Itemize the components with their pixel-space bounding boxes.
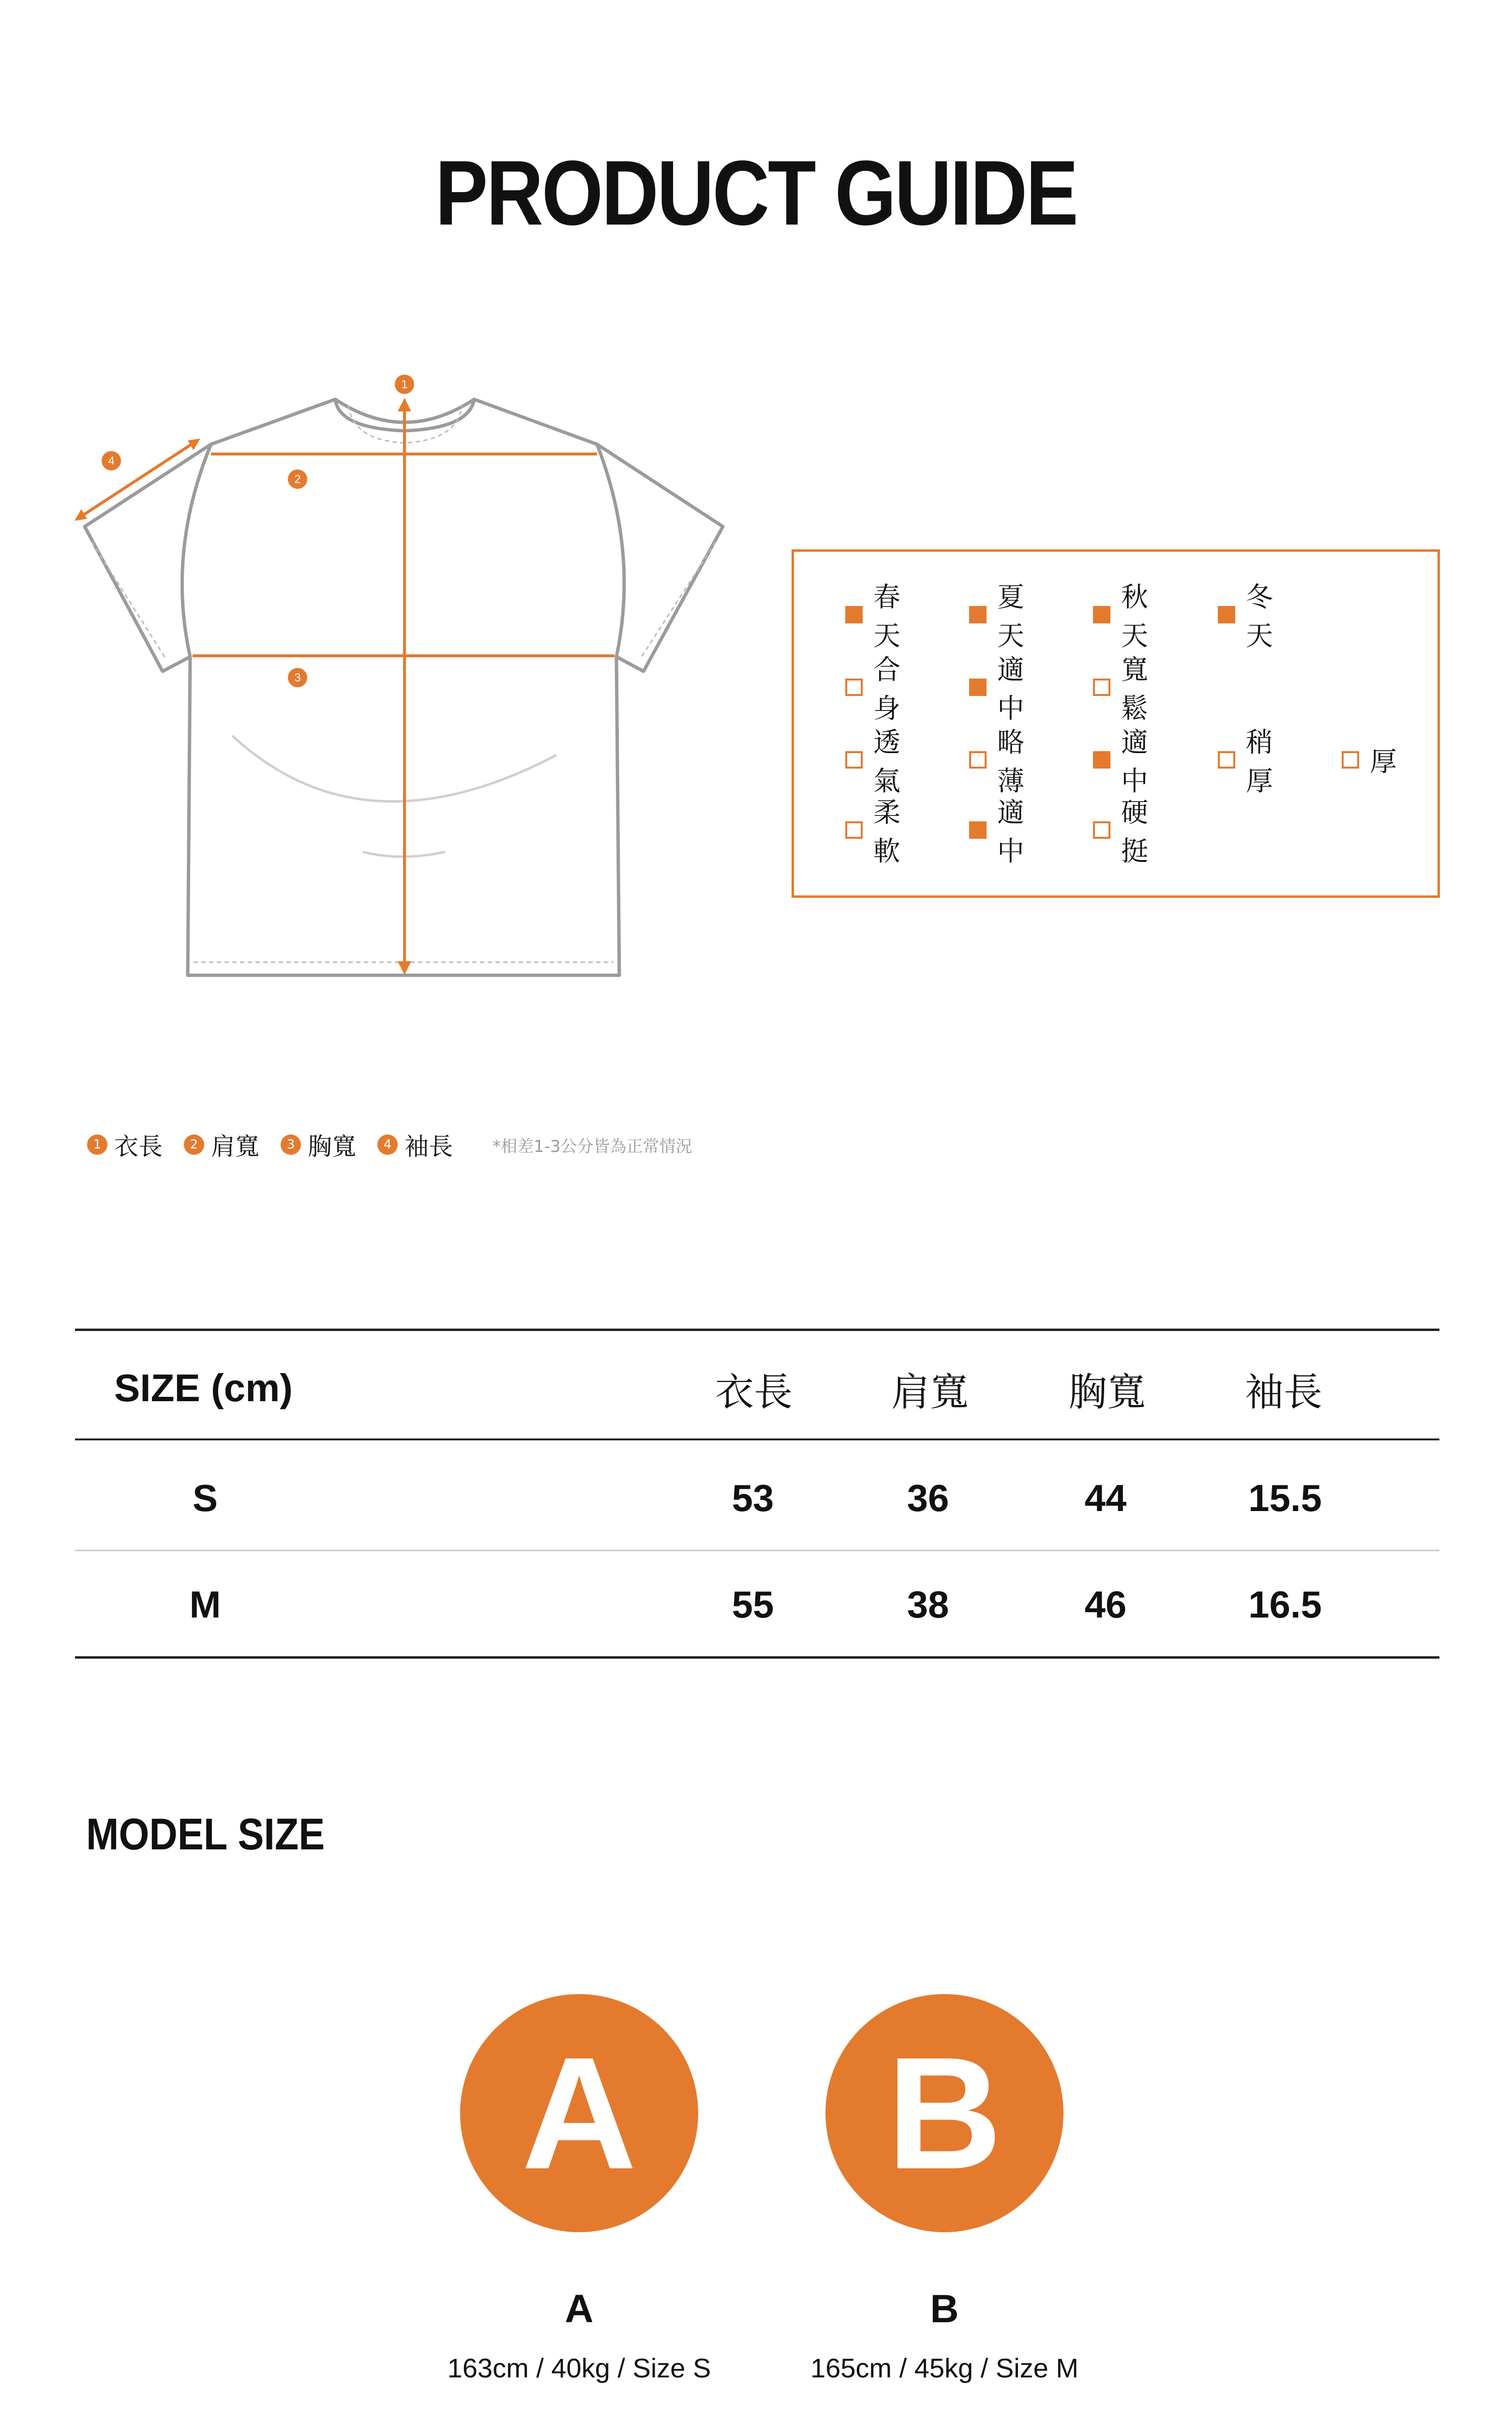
checkbox-icon bbox=[969, 821, 987, 839]
marker-3-label: 3 bbox=[294, 671, 301, 684]
thickness-option: 略薄 bbox=[969, 741, 1024, 779]
size-label: M bbox=[189, 1583, 221, 1626]
checkbox-icon bbox=[1342, 751, 1359, 769]
checkbox-icon bbox=[969, 606, 987, 623]
model-a-measurements: 163cm / 40kg / Size S bbox=[447, 2353, 711, 2383]
table-rule bbox=[75, 1550, 1439, 1551]
season-option: 冬天 bbox=[1218, 595, 1273, 634]
checkbox-icon bbox=[845, 751, 863, 769]
table-rule bbox=[75, 1438, 1439, 1440]
fit-option: 寬鬆 bbox=[1093, 668, 1148, 707]
table-cell: 38 bbox=[907, 1583, 949, 1626]
checkbox-icon bbox=[969, 751, 987, 769]
thickness-option: 適中 bbox=[1093, 741, 1148, 779]
size-label: S bbox=[192, 1477, 218, 1519]
length-arrow-top bbox=[398, 398, 411, 411]
checkbox-icon bbox=[1093, 821, 1110, 839]
model-a-label: A bbox=[565, 2287, 594, 2331]
checkbox-icon bbox=[1093, 679, 1110, 696]
checkbox-icon bbox=[969, 679, 987, 696]
season-option: 夏天 bbox=[969, 595, 1024, 634]
softness-option: 適中 bbox=[969, 811, 1024, 849]
fabric-attributes-box bbox=[792, 549, 1440, 898]
season-option: 春天 bbox=[845, 595, 900, 634]
tolerance-note: *相差1-3公分皆為正常情況 bbox=[493, 1136, 692, 1156]
number-badge: 1 bbox=[87, 1134, 107, 1155]
thickness-option: 稍厚 bbox=[1218, 741, 1273, 779]
table-cell: 55 bbox=[732, 1583, 774, 1626]
drape-line bbox=[232, 736, 556, 802]
checkbox-icon bbox=[845, 606, 863, 623]
size-table-title: SIZE (cm) bbox=[114, 1366, 293, 1409]
checkbox-icon bbox=[1093, 606, 1110, 623]
softness-option: 硬挺 bbox=[1093, 811, 1148, 849]
measurement-legend bbox=[87, 1128, 692, 1162]
softness-option: 柔軟 bbox=[845, 811, 900, 849]
table-cell: 44 bbox=[1084, 1477, 1127, 1519]
column-header: 胸寬 bbox=[1068, 1370, 1146, 1415]
page-title: PRODUCT GUIDE bbox=[435, 142, 1077, 244]
model-b-measurements: 165cm / 45kg / Size M bbox=[810, 2353, 1078, 2383]
length-arrow-bottom bbox=[398, 961, 411, 975]
model-b-badge: B bbox=[825, 1994, 1063, 2232]
checkbox-icon bbox=[1093, 751, 1110, 769]
table-cell: 36 bbox=[907, 1477, 949, 1519]
table-cell: 16.5 bbox=[1248, 1583, 1322, 1626]
column-header: 袖長 bbox=[1245, 1370, 1322, 1415]
marker-1-label: 1 bbox=[401, 378, 408, 391]
fit-option: 合身 bbox=[845, 668, 900, 707]
table-rule bbox=[75, 1656, 1439, 1659]
legend-item: 1 衣長 bbox=[87, 1127, 163, 1162]
tshirt-diagram bbox=[63, 368, 745, 997]
thickness-option: 透氣 bbox=[845, 741, 900, 779]
table-cell: 46 bbox=[1084, 1583, 1127, 1626]
checkbox-icon bbox=[1218, 606, 1235, 623]
legend-item: 3 胸寬 bbox=[281, 1127, 356, 1162]
number-badge: 3 bbox=[281, 1134, 301, 1155]
model-a-badge: A bbox=[460, 1994, 698, 2232]
fit-option: 適中 bbox=[969, 668, 1024, 707]
thickness-option: 厚 bbox=[1342, 741, 1397, 779]
column-header: 衣長 bbox=[715, 1370, 793, 1415]
right-armhole bbox=[597, 444, 624, 657]
table-rule bbox=[75, 1329, 1439, 1331]
marker-2-label: 2 bbox=[294, 473, 301, 486]
table-cell: 15.5 bbox=[1248, 1477, 1322, 1519]
model-b-label: B bbox=[930, 2287, 959, 2331]
left-armhole bbox=[182, 444, 211, 657]
season-option: 秋天 bbox=[1093, 595, 1148, 634]
column-header: 肩寬 bbox=[891, 1370, 969, 1415]
model-size-title: MODEL SIZE bbox=[86, 1810, 325, 1859]
marker-4-label: 4 bbox=[108, 454, 115, 468]
checkbox-icon bbox=[1218, 751, 1235, 769]
legend-item: 2 肩寬 bbox=[184, 1127, 259, 1162]
checkbox-icon bbox=[845, 679, 863, 696]
number-badge: 4 bbox=[377, 1134, 398, 1155]
number-badge: 2 bbox=[184, 1134, 204, 1155]
legend-item: 4 袖長 bbox=[377, 1127, 453, 1162]
checkbox-icon bbox=[845, 821, 863, 839]
table-cell: 53 bbox=[732, 1477, 774, 1519]
sleeve-measure bbox=[77, 440, 197, 519]
